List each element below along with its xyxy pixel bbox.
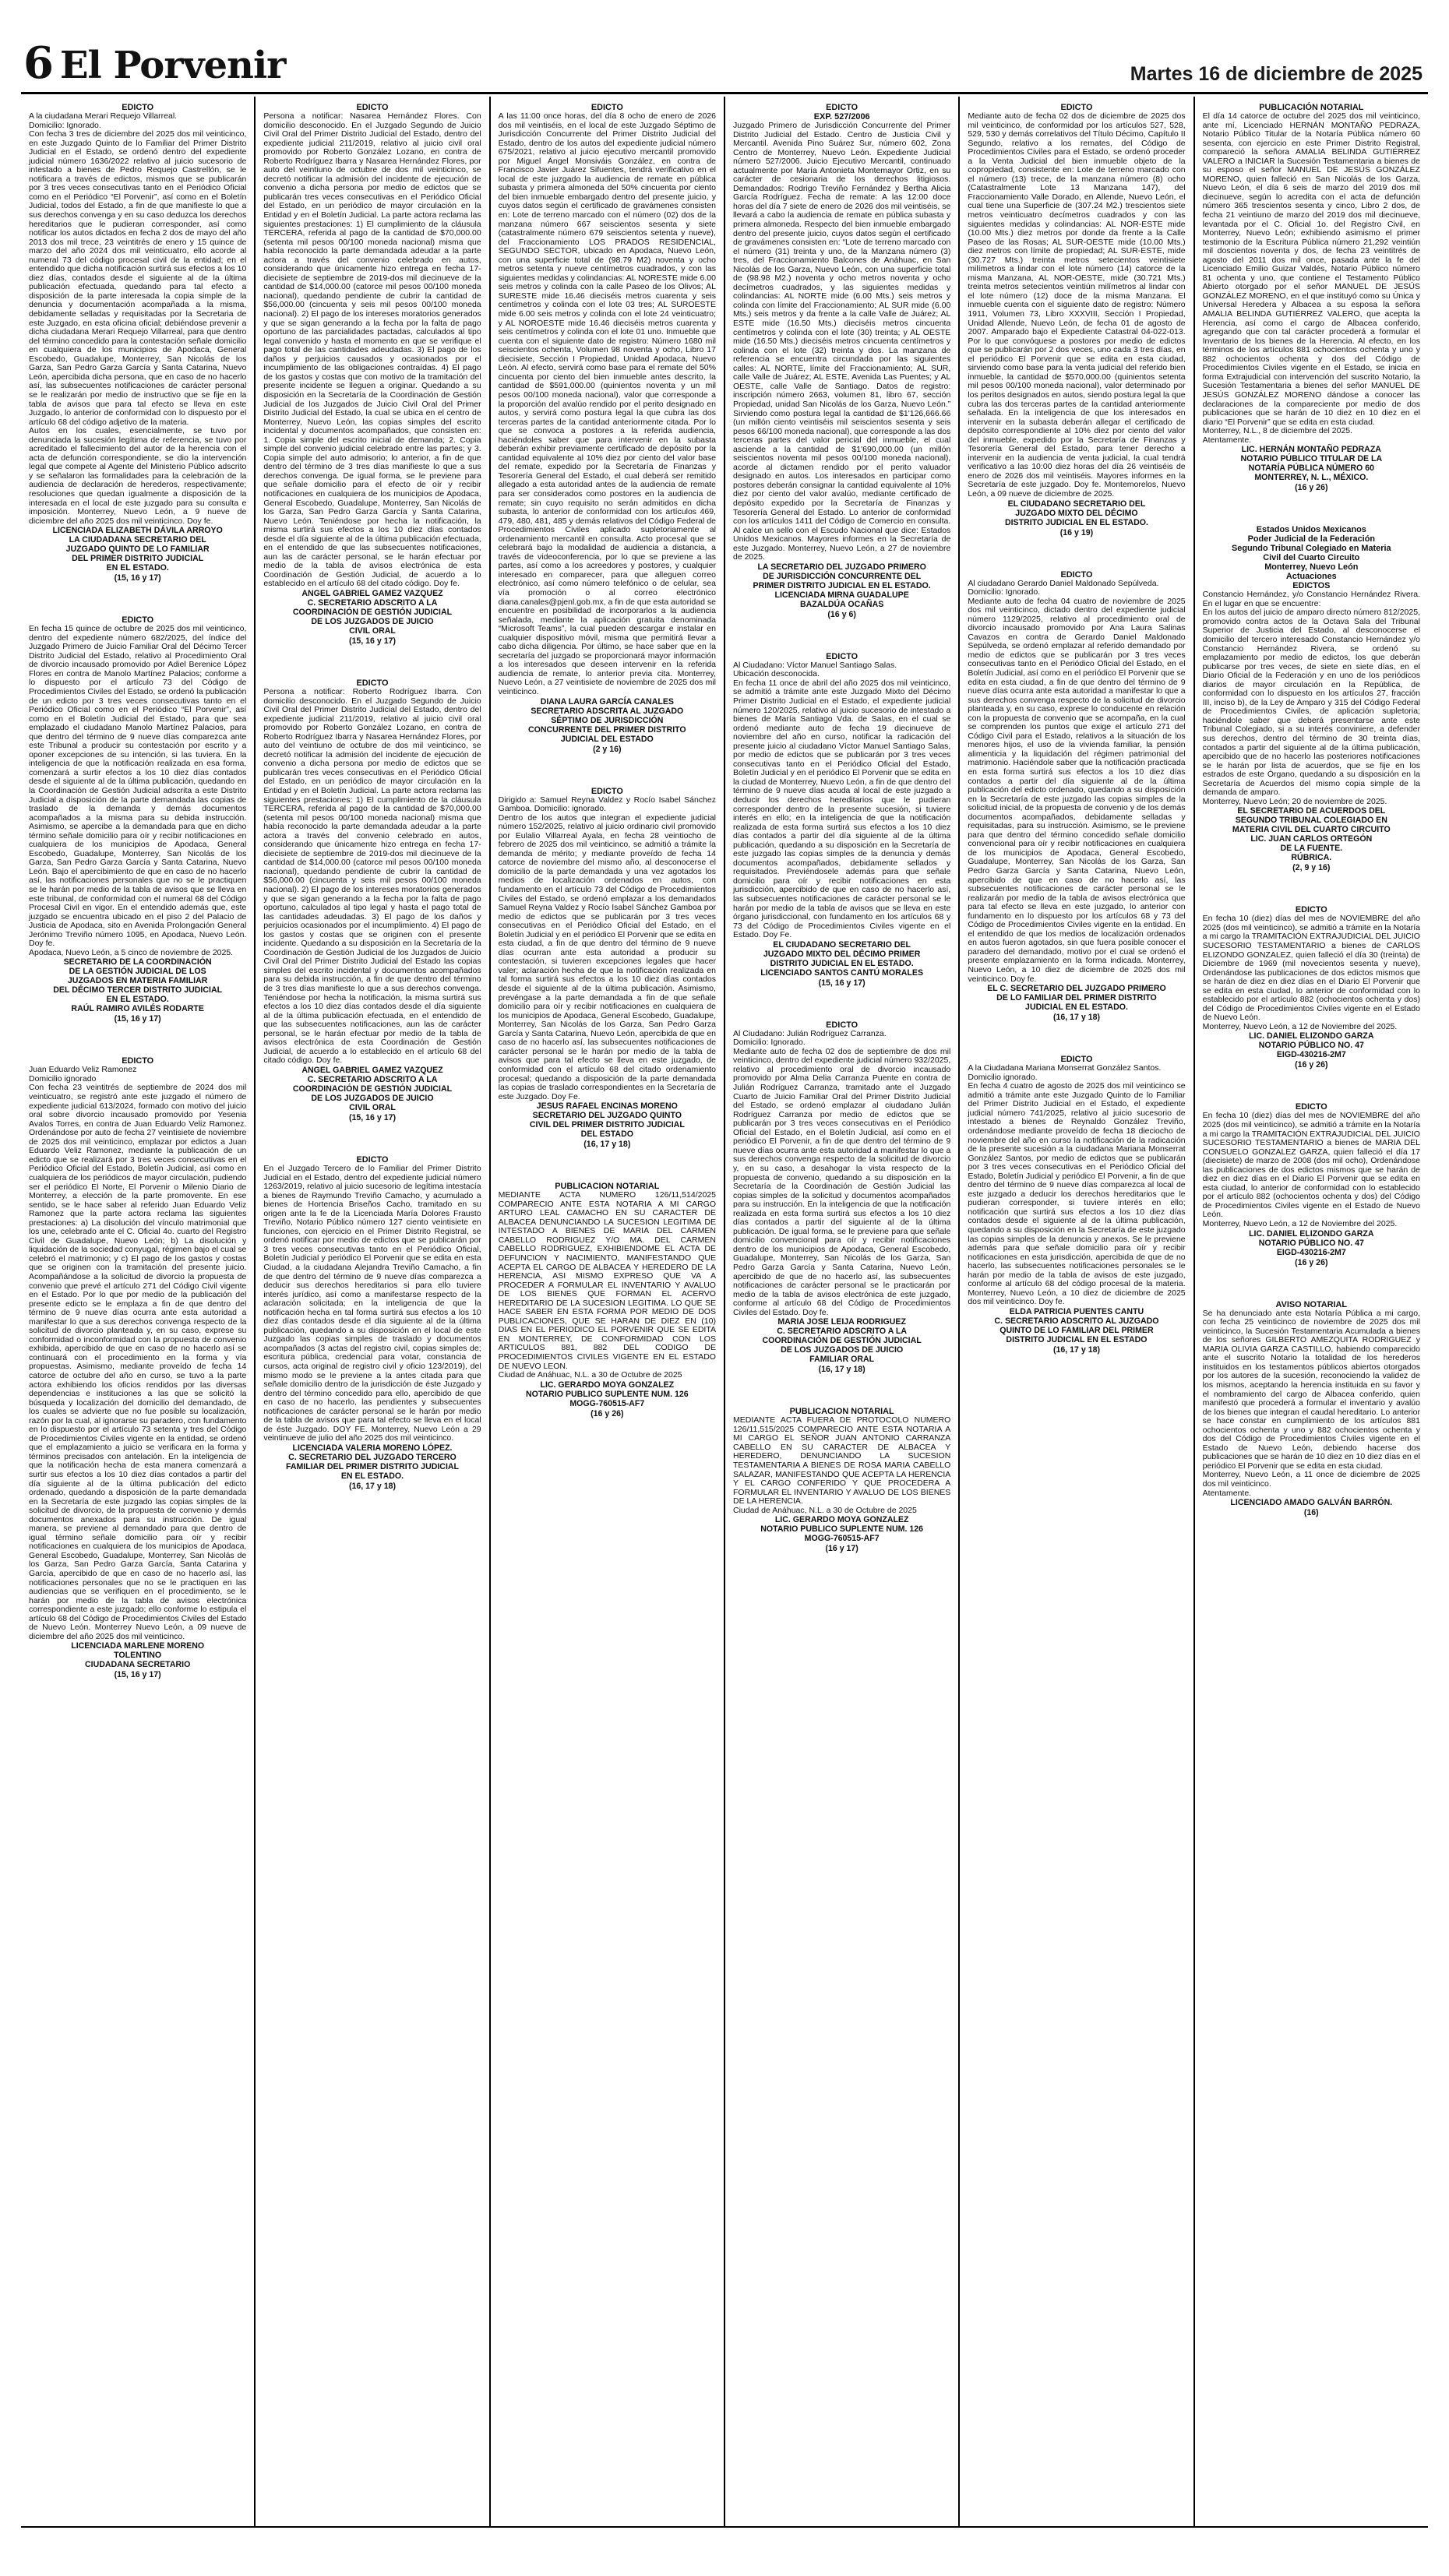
notice-paragraph: En los autos del juicio de amparo directo número 812/2025, promovido contra actos de la Octava Sala del Tribunal Superior de Justicia del Estado, al desconocerse el domicilio del tercero interesado Constancio Hernández y/o Constancio Hernández Rivera, se ordenó su emplazamiento por medio de edictos, los que deberán publicarse por tres veces, de siete en siete días, en el Diario Oficial de la Federación y en uno de los periódicos diarios de mayor circulación en la República, de conformidad con lo dispuesto en los artículos 27, fracción III, inciso b), de la Ley de Amparo y 315 del Código Federal de Procedimientos Civiles, de aplicación supletoria; haciéndole saber que deberá presentarse ante este Tribunal Colegiado, si a su interés conviniere, a defender sus derechos, dentro del término de 30 treinta días, contados a partir del siguiente al de la última publicación, apercibido que de no hacerlo las posteriores notificaciones se le harán por lista de acuerdos, que se fije en los estrados de este Órgano, quedando a su disposición en la Secretaría de Acuerdos del mismo copia simple de la demanda de amparo.	[1202, 608, 1420, 798]
notice-signature-line: MONTERREY, N. L., MÉXICO.	[1254, 473, 1369, 483]
notice-paragraph: Mediante auto de fecha 02 dos de septiembre de dos mil veinticinco, dentro del expediente judicial número 932/2025, relativo al procedimiento oral de divorcio incausado promovido por Alma Delia Carranza Puente en contra de Julián Rodríguez Carranza, tramitado ante el Juzgado Cuarto de Juicio Familiar Oral del Primer Distrito Judicial del Estado, se ordenó emplazar al ciudadano Julián Rodríguez Carranza por medio de edictos que se publicarán por 3 tres veces consecutivas en el Periódico Oficial del Estado, en el Boletín Judicial, así como en el periódico El Porvenir, a fin de que dentro del término de 9 nueve días ocurra ante esta autoridad a manifestar lo que a sus derechos convenga respecto de la solicitud de divorcio y, en su caso, a desahogar la vista respecto de la propuesta de convenio, quedando a su disposición en la Secretaría de la Coordinación de Gestión Judicial las copias simples de la solicitud y documentos acompañados para su instrucción. En la inteligencia de que la notificación realizada en esta forma surtirá sus efectos a los 10 diez días contados a partir del siguiente al de la última publicación. De igual forma, se le previene para que señale domicilio convencional para oír y recibir notificaciones dentro de los municipios de Apodaca, General Escobedo, Guadalupe, Monterrey, San Nicolás de los Garza, San Pedro Garza García y Santa Catarina, Nuevo León, apercibido de que de no hacerlo así, las subsecuentes notificaciones de carácter personal se le practicarán por medio de la tabla de avisos electrónica de este juzgado, conforme al artículo 68 del Código de Procedimientos Civiles del Estado. Doy fe.	[732, 1046, 951, 1317]
notice-paragraph: Monterrey, Nuevo León, a 12 de Noviembre del 2025.	[1202, 1021, 1398, 1031]
notice-paragraph: Atentamente.	[1202, 1488, 1252, 1498]
notice-heading: Segundo Tribunal Colegiado en Materia	[1232, 544, 1391, 554]
notice-signature-line: FAMILIAR DEL PRIMER DISTRITO JUDICIAL	[285, 1461, 460, 1471]
notice-paragraph: Mediante auto de fecha 04 cuatro de noviembre de 2025 dos mil veinticinco, dictado dentro del expediente judicial número 1129/2025, relativo al procedimiento oral de divorcio incausado promovido por Ana Laura Salinas Cavazos en contra de Gerardo Daniel Maldonado Sepúlveda, se ordenó emplazar al referido demandado por medio de edictos que se publicarán por 3 tres veces consecutivas tanto en el Periódico Oficial del Estado, en el Boletín Judicial, así como en el periódico El Porvenir que se edita en esta ciudad, a fin de que dentro del término de 9 nueve días ocurra ante esta autoridad a manifestar lo que a sus derechos convenga respecto de la solicitud de divorcio planteada y, en su caso, exprese lo conducente en relación con la propuesta de convenio que se acompaña, en la cual se comprenden los puntos que exige el artículo 271 del Código Civil para el Estado, relativos a la situación de los menores hijos, el uso de la vivienda familiar, la pensión alimenticia y la liquidación del régimen patrimonial del matrimonio. Haciéndole saber que la notificación practicada en esta forma surtirá sus efectos a los 10 diez días contados a partir del día siguiente al de la última publicación del edicto ordenado, quedando a su disposición en la Secretaría de este juzgado las copias simples de la solicitud inicial, de la propuesta de convenio y de los demás documentos acompañados, debidamente selladas y requisitadas, para su instrucción. Asimismo, se le previene para que dentro del término concedido señale domicilio convencional para oír y recibir notificaciones en cualquiera de los municipios de Apodaca, General Escobedo, Guadalupe, Monterrey, San Nicolás de los Garza, San Pedro Garza García y Santa Catarina, Nuevo León, apercibido de que en caso de no hacerlo así, las subsecuentes notificaciones de carácter personal se le realizarán por medio de la tabla de avisos electrónica que para tal efecto se lleva en este juzgado, lo anterior con fundamento en lo dispuesto por los artículos 68 y 73 del Código de Procedimientos Civiles vigente en la entidad. En el entendido de que los medios de localización ordenados en autos fueron agotados, sin que fuera posible conocer el paradero del demandado, motivo por el cual se ordenó el presente emplazamiento en la forma indicada. Monterrey, Nuevo León, a 10 diez de diciembre de 2025 dos mil veinticinco. Doy fe.	[968, 596, 1186, 984]
notice-signature-line: LIC. JUAN CARLOS ORTEGÓN	[1250, 834, 1373, 844]
notice-paragraph: Apodaca, Nuevo León, a 5 cinco de noviembre de 2025.	[29, 947, 234, 957]
notice-heading: EDICTO	[122, 103, 154, 112]
publication-dates-code: (16 y 26)	[1295, 1060, 1328, 1070]
notice-paragraph: En fecha 4 cuatro de agosto de 2025 dos mil veinticinco se admitió a trámite ante este Juzgado Quinto de lo Familiar del Primer Distrito Judicial en el Estado, el expediente judicial número 741/2025, relativo al juicio sucesorio de intestado a bienes de Reynaldo González Treviño, ordenándose mediante proveído de fecha 18 dieciocho de noviembre del año en curso la notificación de la radicación de la presente sucesión a la ciudadana Mariana Monserrat González Santos, por medio de edictos que se publicarán por 3 tres veces consecutivas en el Periódico Oficial del Estado, Boletín Judicial y periódico El Porvenir, a fin de que dentro del término de 9 nueve días comparezca al local de este juzgado a deducir los derechos hereditarios que le pudieran corresponder, si tuviere interés en ello; notificación que surtirá sus efectos a los 10 diez días contados desde el siguiente al de la última publicación, quedando a su disposición en la Secretaría de este juzgado las copias simples de la denuncia y anexos. Se le previene además para que señale domicilio para oír y recibir notificaciones en esta jurisdicción, apercibida de que de no hacerlo, las subsecuentes notificaciones personales se le harán por medio de la tabla de avisos de este juzgado, conforme al artículo 68 del código procesal de la materia. Monterrey, Nuevo León, a 10 diez de diciembre de 2025 dos mil veinticinco. Doy fe.	[968, 1081, 1186, 1307]
column-4	[724, 97, 958, 2526]
notice-paragraph: En fecha 10 (diez) días del mes de NOVIEMBRE del año 2025 (dos mil veinticinco), se admitió a trámite en la Notaría a mi cargo la TRAMITACIÓN EXTRAJUDICIAL DEL JUICIO SUCESORIO TESTAMENTARIO a bienes de CARLOS ELIZONDO GONZALEZ, quien falleció el día 30 (treinta) de Diciembre de 1969 (mil novecientos sesenta y nueve), Ordenándose las publicaciones de dos edictos mismos que se harán de diez en diez días en el Diario El Porvenir que se edita en esta ciudad, lo anterior de conformidad con lo establecido por el artículo 882 (ochocientos ochenta y dos) del Código de Procedimientos Civiles vigente en el Estado de Nuevo León.	[1202, 914, 1420, 1023]
notice-signature-line: TOLENTINO	[114, 1651, 162, 1661]
notice-heading: EDICTO	[591, 103, 623, 112]
masthead-title-group	[23, 37, 285, 89]
notice-paragraph: Monterrey, Nuevo León; 20 de noviembre de 2025.	[1202, 796, 1387, 806]
notice-columns	[21, 97, 1428, 2526]
notice-signature-line: COORDINACIÓN DE GESTIÓN JUDICIAL	[292, 1084, 453, 1094]
notice-signature-line: FAMILIAR ORAL	[809, 1355, 875, 1365]
notice-signature-line: ANGEL GABRIEL GAMEZ VAZQUEZ	[301, 1065, 443, 1075]
notice-paragraph: Dentro de los autos que integran el expediente judicial número 152/2025, relativo al juicio ordinario civil promovido por Eulalio Villarreal Ayala, en fecha 28 veintiocho de febrero de 2025 dos mil veinticinco, se admitió a trámite la demanda de mérito; y mediante proveído de fecha 14 catorce de noviembre del mismo año, al desconocerse el domicilio de la parte demandada y una vez agotados los medios de localización ordenados en autos, con fundamento en el artículo 73 del Código de Procedimientos Civiles del Estado, se ordenó emplazar a los demandados Samuel Reyna Valdez y Rocío Isabel Sánchez Gamboa por medio de edictos que se publicarán por 3 tres veces consecutivas en el Periódico Oficial del Estado, en el Boletín Judicial y en el periódico El Porvenir que se edita en esta ciudad, a fin de que dentro del término de 9 nueve días ocurran ante esta autoridad a producir su contestación, si tuvieren excepciones legales que hacer valer; aclaración hecha de que la notificación realizada en tal forma surtirá sus efectos a los 10 diez días contados desde el siguiente al de la última publicación. Asimismo, prevéngase a la parte demandada a fin de que señale domicilio para oír y recibir notificaciones en cualquiera de los municipios de Apodaca, General Escobedo, Guadalupe, Monterrey, San Nicolás de los Garza, San Pedro Garza García y Santa Catarina, Nuevo León, apercibida de que en caso de no hacerlo así, las subsecuentes notificaciones de carácter personal se le harán por medio de la tabla de avisos que para tal efecto se lleva en este juzgado, de conformidad con el artículo 68 del citado ordenamiento procesal; quedando a disposición de la parte demandada las copias de traslado correspondientes en la Secretaría de este Juzgado. Doy Fe.	[498, 812, 716, 1101]
notice-paragraph: Dirigido a: Samuel Reyna Valdez y Rocío Isabel Sánchez Gamboa. Domicilio: ignorado.	[498, 795, 716, 814]
notice-signature-line: NOTARIO PUBLICO SUPLENTE NUM. 126	[525, 1389, 689, 1399]
notice-signature-line: CIVIL ORAL	[349, 625, 396, 636]
notice-paragraph: En fecha 10 (diez) días del mes de NOVIEMBRE del año 2025 (dos mil veinticinco), se admitió a trámite en la Notaría a mi cargo la TRAMITACIÓN EXTRAJUDICIAL DEL JUICIO SUCESORIO TESTAMENTARIO a bienes de MARIA DEL CONSUELO GONZALEZ GARZA, quien falleció el día 17 (diecisiete) de marzo de 2008 (dos mil ocho), Ordenándose las publicaciones de dos edictos mismos que se harán de diez en diez días en el Diario El Porvenir que se edita en esta ciudad, lo anterior de conformidad con lo establecido por el artículo 882 (ochocientos ochenta y dos) del Código de Procedimientos Civiles vigente en el Estado de Nuevo León.	[1202, 1111, 1420, 1220]
notice-paragraph: En el Juzgado Tercero de lo Familiar del Primer Distrito Judicial en el Estado, dentro del expediente judicial número 1263/2019, relativo al juicio sucesorio de legítima intestacía a bienes de Raymundo Treviño Camacho, y acumulado a bienes de Hortencia Briseños Cacho, tramitado en su origen ante la fe de la Licenciada María Dolores Frausto Treviño, Notario Público número 127 ciento veintisiete en funciones, con ejercicio en el Primer Distrito Registral, se ordenó notificar por medio de edictos que se publicarán por 3 tres veces consecutivas tanto en el Periódico Oficial, Boletín Judicial y periódico El Porvenir que se edita en esta Ciudad, a la ciudadana Alejandra Treviño Camacho, a fin de que dentro del término de 9 nueve días comparezca a deducir sus derechos hereditarios si para ello tuviere interés jurídico, así como a manifestarse respecto de la aclaración solicitada; en la inteligencia de que la notificación hecha en tal forma surtirá sus efectos a los 10 diez días contados desde el día siguiente al de la última publicación, quedando a su disposición en el local de este Juzgado las copias simples de traslado y documentos acompañados (3 actas del registro civil, copias simples de; escritura pública, credencial para votar, constancia de cursos, acta original de registro civil y oficio 123/2019), del mismo modo se le previene a la antes citada para que señale domicilio dentro de la jurisdicción de éste Juzgado y dentro del término concedido para ello, apercibido de que en caso de no hacerlo, las pendientes y subsecuentes notificaciones de carácter personal se le harán por medio de la tabla de avisos que para tal efecto se lleva en el local de éste Juzgado. DOY FE. Monterrey, Nuevo León a 29 veintinueve de julio del año 2025 dos mil veinticinco.	[263, 1163, 481, 1443]
notice-signature-line: RÚBRICA.	[1291, 853, 1332, 863]
publication-dates-code: (16 y 26)	[1295, 483, 1328, 493]
notice-paragraph: En fecha 11 once de abril del año 2025 dos mil veinticinco, se admitió a trámite ante este Juzgado Mixto del Décimo Primer Distrito Judicial en el Estado, el expediente judicial número 120/2025, relativo al juicio sucesorio de intestado a bienes de María Santiago Vda. de Salas, en el cual se ordenó mediante auto de fecha 19 diecinueve de noviembre del año en curso, notificar la radicación del presente juicio al ciudadano Víctor Manuel Santiago Salas, por medio de edictos que se publicarán por 3 tres veces consecutivas tanto en el Periódico Oficial del Estado, Boletín Judicial y en el periódico El Porvenir que se edita en la ciudad de Monterrey, Nuevo León, a fin de que dentro del término de 9 nueve días acuda al local de este juzgado a deducir los derechos hereditarios que le pudieran corresponder dentro de la presente sucesión, si tuviere interés en ello; en la inteligencia de que la notificación realizada de esta forma surtirá sus efectos a los 10 diez días contados a partir del día siguiente al de la última publicación, quedando a su disposición en la Secretaría de este juzgado las copias simples de la denuncia y demás documentos acompañados, debidamente sellados y requisitados. Previéndosele además para que señale domicilio para oír y recibir notificaciones en esta jurisdicción, apercibido de que en caso de no hacerlo así, las subsecuentes notificaciones de carácter personal se le harán por medio de la tabla de avisos que se lleva en este órgano jurisdiccional, con fundamento en los artículos 68 y 73 del Código de Procedimientos Civiles vigente en el Estado. Doy Fe.	[732, 678, 951, 940]
notice-signature-line: DE LOS JUZGADOS DE JUICIO	[311, 1093, 434, 1103]
legal-notice	[263, 1155, 481, 1491]
notice-signature-line: DEL ESTADO	[580, 1129, 633, 1140]
publication-dates-code: (16, 17 y 18)	[1052, 1013, 1101, 1023]
notice-signature-line: DE LA GESTIÓN JUDICIAL DE LOS	[69, 967, 206, 977]
notice-heading: EDICTO	[356, 1154, 389, 1165]
notice-heading: EDICTO	[591, 786, 623, 796]
notice-signature-line: PRIMER DISTRITO JUDICIAL EN EL ESTADO.	[753, 580, 931, 590]
notice-signature-line: JUZGADO MIXTO DEL DÉCIMO	[1015, 508, 1138, 518]
notice-signature-line: DEL PRIMER DISTRITO JUDICIAL	[72, 554, 204, 564]
notice-signature-line: LICENCIADO SANTOS CANTÚ MORALES	[760, 967, 924, 978]
notice-heading: AVISO NOTARIAL	[1275, 1299, 1348, 1309]
notice-paragraph: Juzgado Primero de Jurisdicción Concurrente del Primer Distrito Judicial del Estado. Centro de Justicia Civil y Mercantil. Avenida Pino Suárez Sur, número 602, Zona Centro de Monterrey, Nuevo León. Expediente Judicial número 527/2006. Juicio Ejecutivo Mercantil, continuado actualmente por María Antonieta Montemayor Ortiz, en su carácter de cesionaria de los derechos litigiosos. Demandados: Rodrigo Treviño Fernández y Bertha Alicia García Rodríguez. Fecha de remate: A las 12:00 doce horas del día 7 siete de enero de 2026 dos mil veintiséis, se llevará a cabo la audiencia de remate en pública subasta y primera almoneda. Respecto del bien inmueble embargado dentro del presente juicio, cuyos datos según el certificado de gravámenes consisten en: “Lote de terreno marcado con el número (31) treinta y uno, de la Manzana número (3) tres, del Fraccionamiento Balcones de Anáhuac, en San Nicolás de los Garza, Nuevo León, con una superficie total de (98.98 M2.) noventa y ocho metros noventa y ocho decímetros cuadrados, y las siguientes medidas y colindancias: AL NORTE mide (6.00 Mts.) seis metros y colinda con límite del Fraccionamiento; AL SUR mide (6.00 Mts.) seis metros y da frente a la calle Valle de Juárez; AL ESTE mide (16.50 Mts.) dieciséis metros cincuenta centímetros y colinda con el lote (30) treinta; y AL OESTE mide (16.50 Mts.) dieciséis metros cincuenta centímetros y colinda con el lote (32) treinta y dos. La manzana de referencia se encuentra circundada por las siguientes calles: AL NORTE, límite del Fraccionamiento; AL SUR, calle Valle de Juárez; AL ESTE, Avenida Las Puentes; y AL OESTE, calle Valle de Santiago. Datos de registro: inscripción número 2663, volumen 81, libro 67, sección Propiedad, unidad San Nicolás de los Garza, Nuevo León.” Sirviendo como postura legal la cantidad de $1'126,666.66 (un millón ciento veintiséis mil seiscientos sesenta y seis pesos 66/100 moneda nacional), que corresponde a las dos terceras partes del valor pericial del inmueble, el cual asciende a la cantidad de $1'690,000.00 (un millón seiscientos noventa mil pesos 00/100 moneda nacional), acorde al dictamen rendido por el perito valuador designado en autos. Los interesados en participar como postores deberán consignar la cantidad equivalente al 10% diez por ciento del valor avalúo, mediante certificado de depósito expedido por la Secretaría de Finanzas y Tesorería General del Estado. Lo anterior de conformidad con los artículos 1411 del Código de Comercio en consulta. Al calce un sello con el Escudo Nacional que dice: Estados Unidos Mexicanos. Mayores informes en la Secretaría de este Juzgado. Monterrey, Nuevo León, a 27 de noviembre de 2025.	[732, 121, 951, 562]
notice-heading: EDICTO	[1060, 569, 1093, 580]
notice-heading: EDICTO	[826, 651, 858, 661]
legal-notice	[29, 103, 246, 583]
notice-signature-line: DE JURISDICCIÓN CONCURRENTE DEL	[763, 571, 922, 581]
notice-heading: EDICTO	[1295, 905, 1327, 915]
notice-paragraph: Domicilio: Ignorado.	[29, 120, 101, 130]
notice-signature-line: C. SECRETARIO DEL JUZGADO TERCERO	[288, 1452, 457, 1462]
notice-paragraph: En fecha 15 quince de octubre de 2025 dos mil veinticinco, dentro del expediente número 682/2025, del índice del Juzgado Primero de Juicio Familiar Oral del Décimo Tercer Distrito Judicial del Estado, relativo al Procedimiento Oral de divorcio incausado promovido por Adiel Berenice López Flores en contra de Manolo Martínez Palacios; conforme a lo dispuesto por el artículo 73 del Código de Procedimientos Civiles del Estado, se ordenó la publicación de un edicto por 3 tres veces consecutivas tanto en el Periódico Oficial como en el Periódico “El Porvenir”, así como en el Boletín Judicial del Estado, para que sea emplazado el ciudadano Manolo Martínez Palacios, para que dentro del término de 9 nueve días comparezca ante este Tribunal a producir su contestación por escrito y a oponer excepciones de su intención, si las tuviera. En la inteligencia de que la notificación realizada en esa forma, comenzará a surtir efectos a los 10 diez días contados desde el siguiente al de la última publicación, quedando en la Coordinación de Gestión Judicial adscrita a este Distrito Judicial a disposición de la parte demandada las copias de traslado de la demanda y demás documentos acompañados a la misma para su debida instrucción. Asimismo, se apercibe a la demandada para que en dicho término señale domicilio para oír y recibir notificaciones en cualquiera de los municipios de Apodaca, General Escobedo, Guadalupe, Monterrey, San Nicolás de los Garza, San Pedro Garza García y Santa Catarina, Nuevo León. Bajo el apercibimiento de que en caso de no hacerlo así, las notificaciones personales que no se le practiquen se le harán por medio de la tabla de avisos que se lleva en este tribunal, de conformidad con el numeral 68 del Código Procesal Civil en vigor. En el entendido además que, este juzgado se encuentra ubicado en el piso 2 del Palacio de Justicia de Apodaca, sito en Avenida Prolongación General Jerónimo Treviño número 1095, en Apodaca, Nuevo León. Doy fe.	[29, 624, 247, 949]
publication-dates-code: (15, 16 y 17)	[114, 1670, 161, 1680]
notice-signature-line: EN EL ESTADO.	[106, 563, 169, 573]
notice-signature-line: DE LOS JUZGADOS DE JUICIO	[311, 616, 434, 626]
legal-notice	[733, 103, 950, 619]
notice-signature-line: ANGEL GABRIEL GAMEZ VAZQUEZ	[301, 588, 443, 598]
notice-signature-line: ELDA PATRICIA PUENTES CANTU	[1009, 1306, 1144, 1316]
notice-signature-line: LIC. DANIEL ELIZONDO GARZA	[1249, 1228, 1374, 1239]
notice-signature-line: LICENCIADO AMADO GALVÁN BARRÓN.	[1230, 1498, 1393, 1508]
notice-signature-line: CIVIL ORAL	[349, 1102, 396, 1112]
notice-paragraph: Ciudad de Anáhuac, N.L. a 30 de Octubre de 2025	[498, 1370, 682, 1380]
notice-signature-line: CONCURRENTE DEL PRIMER DISTRITO	[527, 724, 686, 735]
notice-signature-line: EL C. SECRETARIO DEL JUZGADO PRIMERO	[987, 984, 1166, 994]
notice-paragraph: Ubicación desconocida.	[732, 669, 820, 679]
notice-signature-line: LIC. GERARDO MOYA GONZALEZ	[774, 1515, 909, 1525]
column-2	[254, 97, 488, 2526]
notice-signature-line: C. SECRETARIO ADSCRITO AL JUZGADO	[994, 1316, 1159, 1326]
legal-notice	[1203, 103, 1420, 492]
notice-signature-line: DIANA LAURA GARCÍA CANALES	[540, 696, 674, 707]
publication-dates-code: (16, 17 y 18)	[1052, 1344, 1101, 1355]
notice-signature-line: LIC. GERARDO MOYA GONZALEZ	[540, 1380, 675, 1390]
notice-signature-line: JUZGADO QUINTO DE LO FAMILIAR	[65, 544, 210, 555]
notice-signature-line: CIVIL DEL PRIMER DISTRITO JUDICIAL	[529, 1120, 685, 1130]
notice-heading: EDICTO	[826, 1020, 858, 1030]
notice-heading: EDICTO	[356, 678, 389, 688]
column-1	[21, 97, 254, 2526]
notice-signature-line: C. SECRETARIO ADSCRITO A LA	[307, 1074, 438, 1084]
newspaper-title: El Porvenir	[59, 44, 286, 87]
publication-dates-code: (15, 16 y 17)	[114, 1014, 161, 1024]
notice-paragraph: Domicilio: Ignorado.	[968, 587, 1041, 597]
notice-paragraph: Domicilio: Ignorado.	[732, 1038, 806, 1048]
notice-signature-line: DEL DÉCIMO TERCER DISTRITO JUDICIAL	[53, 985, 223, 996]
publication-dates-code: (16, 17 y 18)	[348, 1481, 397, 1491]
notice-heading: EDICTO	[356, 103, 389, 112]
notice-paragraph: Monterrey, N.L., 8 de diciembre del 2025.	[1202, 426, 1353, 436]
notice-heading: Poder Judicial de la Federación	[1247, 534, 1376, 544]
notice-heading: PUBLICACION NOTARIAL	[789, 1407, 894, 1417]
notice-paragraph: A las 11:00 once horas, del día 8 ocho de enero de 2026 dos mil veintiséis, en el local de este Juzgado Séptimo de Jurisdicción Concurrente del Primer Distrito Judicial del Estado, dentro de los autos del expediente judicial número 675/2021, relativo al juicio ejecutivo mercantil promovido por Miguel Ángel Monsiváis González, en contra de Francisco Javier Juárez Sifuentes, tendrá verificativo en el local de este juzgado la audiencia de remate en pública subasta y primera almoneda del 50% cincuenta por ciento del bien inmueble embargado dentro del presente juicio, y cuyos datos según el certificado de gravámenes consisten en: Lote de terreno marcado con el número (02) dos de la manzana número 667 seiscientos sesenta y siete (catastralmente número 679 seiscientos setenta y nueve), del Fraccionamiento LOS PRADOS RESIDENCIAL, SEGUNDO SECTOR, ubicado en Apodaca, Nuevo León, con una superficie total de (98.79 M2) noventa y ocho metros setenta y nueve centímetros cuadrados, y con las siguientes medidas y colindancias: AL NORESTE mide 6.00 seis metros y colinda con la calle Paseo de los Olivos; AL SURESTE mide 16.46 dieciséis metros cuarenta y seis centímetros y colinda con el lote 03 tres; AL SUROESTE mide 6.00 seis metros y colinda con el lote 24 veinticuatro; y AL NOROESTE mide 16.46 dieciséis metros cuarenta y seis centímetros y colinda con el lote 01 uno. Inmueble que cuenta con el siguiente dato de registro: Número 1680 mil seiscientos ochenta, Volumen 98 noventa y ocho, Libro 17 diecisiete, Sección I Propiedad, Unidad Apodaca, Nuevo León. Al efecto, servirá como base para el remate del 50% cincuenta por ciento del bien inmueble antes descrito, la cantidad de $591,000.00 (quinientos noventa y un mil pesos 00/100 moneda nacional), valor que corresponde a la proporción del avalúo rendido por el perito designado en autos, y servirá como postura legal la que cubra las dos terceras partes de la cantidad anteriormente citada. Por lo que se convoca a postores a la referida audiencia, haciéndoles saber que para intervenir en la subasta deberán exhibir previamente certificado de depósito por la cantidad equivalente al 10% diez por ciento del valor base del remate, expedido por la Secretaría de Finanzas y Tesorería General del Estado, el cual deberá ser remitido allegado a esta autoridad antes de la audiencia de remate para ser considerados como postores en la audiencia de remate; sin cuyo requisito no serán admitidos en dicha subasta, lo anterior de conformidad con los artículos 469, 479, 480, 481, 485 y demás relativos del Código Federal de Procedimientos Civiles aplicado supletoriamente al ordenamiento mercantil en consulta. Acto procesal que se celebrará bajo la modalidad de audiencia a distancia, a través de videoconferencia, por lo que se previene a las partes, así como a los acreedores y postores, y cualquier interesado en comparecer, para que alleguen correo electrónico, así como número telefónico o de celular, sea vía promoción o al correo electrónico diana.canales@pjenl.gob.mx, a fin de que esta autoridad se encuentre en posibilidad de incorporarlos a la audiencia señalada, mediante la aplicación gratuita denominada “Microsoft Teams”, la cual pueden descargar e instalar en cualquier dispositivo móvil, misma que permitirá llevar a cabo dicha diligencia. Por último, se hace saber que en la secretaría del juzgado se proporcionará mayor información a los interesados que deseen intervenir en la referida audiencia de remate, lo anterior previa cita. Monterrey, Nuevo León, a 27 veintisiete de noviembre de 2025 dos mil veinticinco.	[498, 111, 716, 696]
notice-heading: PUBLICACIÓN NOTARIAL	[1259, 103, 1364, 112]
notice-paragraph: Al Ciudadano: Julián Rodríguez Carranza.	[732, 1028, 887, 1038]
notice-signature-line: MATERIA CIVIL DEL CUARTO CIRCUITO	[1232, 825, 1391, 835]
notice-signature-line: NOTARIO PÚBLICO TITULAR DE LA	[1240, 454, 1383, 464]
notice-heading: Actuaciones	[1285, 572, 1337, 582]
notice-heading: EDICTO	[826, 103, 858, 112]
publication-dates-code: (16 y 6)	[827, 609, 856, 619]
publication-dates-code: (2 y 16)	[593, 744, 622, 754]
notice-signature-line: EL SECRETARIO DE ACUERDOS DEL	[1237, 806, 1386, 816]
notice-signature-line: LA SECRETARIO DEL JUZGADO PRIMERO	[757, 562, 926, 572]
legal-notice	[968, 570, 1185, 1023]
notice-heading: EXP. 527/2006	[813, 112, 870, 122]
publication-dates-code: (16 y 26)	[1295, 1257, 1328, 1267]
notice-signature-line: QUINTO DE LO FAMILIAR DEL PRIMER	[999, 1325, 1154, 1335]
notice-paragraph: Constancio Hernández, y/o Constancio Hernández Rivera. En el lugar en que se encuentre:	[1202, 590, 1420, 608]
notice-signature-line: LA CIUDADANA SECRETARIO DEL	[69, 535, 206, 545]
legal-notice	[1203, 1300, 1420, 1517]
notice-signature-line: RAÚL RAMIRO AVILÉS RODARTE	[71, 1004, 204, 1014]
notice-signature-line: NOTARIO PUBLICO SUPLENTE NUM. 126	[760, 1524, 924, 1535]
notice-heading: Monterrey, Nuevo León	[1264, 562, 1359, 573]
notice-paragraph: Autos en los cuales, esencialmente, se tuvo por denunciada la sucesión legítima de referencia, se tuvo por acreditado el fallecimiento del autor de la herencia con el acta de defunción correspondiente, se dio la intervención legal que compete al Agente del Ministerio Público adscrito y se señalaron las formalidades para la celebración de la audiencia de declaración de herederos, respectivamente; resoluciones que quedan igualmente a disposición de la interesada en el local de este juzgado para su consulta e imposición. Monterrey, Nuevo León, a 9 nueve de diciembre del año 2025 dos mil veinticinco. Doy fe.	[29, 426, 247, 526]
notice-signature-line: JUZGADOS EN MATERIA FAMILIAR	[67, 976, 208, 986]
notice-paragraph: Al ciudadano Gerardo Daniel Maldonado Sepúlveda.	[968, 578, 1159, 588]
notice-heading: EDICTO	[122, 1056, 154, 1066]
notice-paragraph: Domicilio ignorado	[29, 1073, 97, 1084]
notice-paragraph: Persona a notificar: Nasarea Hernández Flores. Con domicilio desconocido. En el Juzgado Segundo de Juicio Civil Oral del Primer Distrito Judicial del Estado, dentro del expediente judicial 211/2019, relativo al juicio civil oral promovido por Roberto González Lozano, en contra de Roberto Rodríguez Ibarra y Nasarea Hernández Flores, por auto del veintiuno de octubre de dos mil veinticinco, se decretó notificar la admisión del incidente de ejecución de convenio a dicha persona por medio de edictos que se publicarán tres veces consecutivas en el Periódico Oficial del Estado, en un periódico de mayor circulación en la Entidad y en el Boletín Judicial. La parte actora reclama las siguientes prestaciones: 1) El cumplimiento de la cláusula TERCERA, referida al pago de la cantidad de $70,000.00 (setenta mil pesos 00/100 moneda nacional) misma que había reconocido la parte demandada adeudar a la parte actora a través del convenio celebrado en autos, considerando que únicamente hizo entrega en fecha 17-diecisiete de septiembre de 2019-dos mil diecinueve de la cantidad de $14,000.00 (catorce mil pesos 00/100 moneda nacional), quedando pendiente de cubrir la cantidad de $56,000.00 (cincuenta y seis mil pesos 00/100 moneda nacional). 2) El pago de los intereses moratorios generados y que se sigan generando a la fecha por la falta de pago oportuno de las parcialidades pactadas, calculados al tipo legal convenido y hasta el momento en que se verifique el pago total de las cantidades adeudadas. 3) El pago de los daños y perjuicios causados y ocasionados por el incumplimiento de las obligaciones contraídas. 4) El pago de los gastos y costas que con motivo de la tramitación del presente incidente se lleguen a originar. Quedando a su disposición en la Secretaría de la Coordinación de Gestión Judicial de los Juzgados de Juicio Civil Oral del Primer Distrito Judicial del Estado, la cual se ubica en el centro de Monterrey, Nuevo León, las copias simples del escrito incidental y documentos acompañados, que consisten en: 1. Copia simple del escrito inicial de demanda; 2. Copia simple del convenio judicial celebrado entre las partes; y 3. Copia simple del auto admisorio; lo anterior, a fin de que dentro del término de 3 tres días manifieste lo que a sus derechos convenga. De igual forma, se le previene para que señale domicilio para el efecto de oír y recibir notificaciones en cualquiera de los municipios de Apodaca, General Escobedo, Guadalupe, Monterrey, San Nicolás de los Garza, San Pedro Garza García y Santa Catarina, Nuevo León. Teniéndose por hecha la notificación, la misma surtirá sus efectos a los 10 diez días contados desde el día siguiente al de la última publicación efectuada, en el entendido de que las subsecuentes notificaciones, aun las de carácter personal, se le harán efectuar por medio de la tabla de avisos electrónica de esta Coordinación de Gestión Judicial, de acuerdo a lo establecido en el artículo 68 del citado código. Doy fe.	[263, 111, 481, 589]
bottom-rule	[21, 2526, 1428, 2528]
notice-heading: EDICTO	[1060, 1055, 1093, 1065]
notice-signature-line: LICENCIADA VALERIA MORENO LÓPEZ.	[292, 1443, 453, 1453]
legal-notice	[499, 787, 716, 1150]
notice-signature-line: DISTRITO JUDICIAL EN EL ESTADO	[1006, 1334, 1148, 1344]
column-6	[1193, 97, 1428, 2526]
notice-signature-line: SECRETARIO DEL JUZGADO QUINTO	[532, 1111, 682, 1121]
legal-notice	[1203, 525, 1420, 872]
notice-heading: EDICTOS	[1292, 581, 1331, 591]
notice-signature-line: MOGG-760515-AF7	[569, 1398, 645, 1408]
legal-notice	[499, 103, 716, 754]
notice-signature-line: DISTRITO JUDICIAL EN EL ESTADO.	[1004, 517, 1148, 527]
notice-paragraph: El día 14 catorce de octubre del 2025 dos mil veinticinco, ante mí, Licenciado HERNÁN MONTAÑO PEDRAZA, Notario Público Titular de la Notaría Pública número 60 sesenta, con ejercicio en este Primer Distrito Registral, compareció la señora AMALIA BELINDA GUTIÉRREZ VALERO a INICIAR la Sucesión Testamentaria a bienes de su esposo el señor MANUEL DE JESÚS GONZÁLEZ MORENO, quien falleció en San Nicolás de los Garza, Nuevo León, el día 6 seis de marzo del 2019 dos mil diecinueve, según lo acredita con el acta de defunción número 365 trescientos sesenta y cinco, Libro 2 dos, de fecha 21 veintiuno de marzo del 2019 dos mil diecinueve, levantada por el C. Oficial 1o. del Registro Civil, en Monterrey, Nuevo León; exhibiendo asimismo el primer testimonio de la Escritura Pública número 21,292 veintiún mil doscientos noventa y dos, de fecha 23 veintitrés de agosto del 2011 dos mil once, pasada ante la fe del Licenciado Emilio Guizar Valdés, Notario Público número 81 ochenta y uno, que contiene el Testamento Público Abierto otorgado por el señor MANUEL DE JESÚS GONZÁLEZ MORENO, en el que instituyó como su Única y Universal Heredera y Albacea a su esposa la señora AMALIA BELINDA GUTIÉRREZ VALERO, que acepta la Herencia, así como el cargo de Albacea conferido, agregando que con tal carácter procederá a formular el Inventario de los bienes de la Herencia. Al efecto, en los términos de los artículos 881 ochocientos ochenta y uno y 882 ochocientos ochenta y dos del Código de Procedimientos Civiles vigente en el Estado, se inicia en forma Extrajudicial con intervención del suscrito Notario, la Sucesión Testamentaria a bienes del señor MANUEL DE JESÚS GONZÁLEZ MORENO dándose a conocer las declaraciones de la compareciente por medio de dos publicaciones que se harán de 10 diez en 10 diez en el diario “El Porvenir” que se edita en esta ciudad.	[1202, 111, 1420, 427]
notice-signature-line: NOTARÍA PÚBLICA NÚMERO 60	[1248, 463, 1375, 474]
notice-signature-line: LICENCIADA MIRNA GUADALUPE	[774, 590, 909, 600]
publication-dates-code: (16 y 26)	[591, 1408, 624, 1418]
notice-heading: Estados Unidos Mexicanos	[1256, 525, 1366, 535]
notice-signature-line: JUZGADO MIXTO DEL DÉCIMO PRIMER	[763, 949, 921, 959]
notice-paragraph: Con fecha 23 veintitrés de septiembre de 2024 dos mil veinticuatro, se registró ante este juzgado el número de expediente judicial 613/2024, formado con motivo del juicio oral sobre divorcio incausado promovido por Yesenia Avalos Torres, en contra de Juan Eduardo Veliz Ramonez. Ordenándose por auto de fecha 27 veintisiete de noviembre de 2025 dos mil veinticinco, emplazar por edictos a Juan Eduardo Veliz Ramonez, mediante la publicación de un edicto que se realizará por 3 tres veces consecutivas en el Periódico Oficial del Estado, Boletín Judicial, así como en cualquiera de los periódicos de mayor circulación, pudiendo ser el periódico El Norte, El Porvenir o Milenio Diario de Monterrey, a elección de la parte promovente. En ese sentido, se le hace saber al referido Juan Eduardo Veliz Ramonez que la parte actora reclama las siguientes prestaciones: a) La disolución del vínculo matrimonial que los une, celebrado ante el C. Oficial 4o. cuarto del Registro Civil de Guadalupe, Nuevo León; b) La disolución y liquidación de la sociedad conyugal, régimen bajo el cual se celebró el matrimonio; y c) El pago de los gastos y costas que se originen con la tramitación del presente juicio. Acompañándose a la solicitud de divorcio la propuesta de convenio que prevé el artículo 271 del Código Civil vigente en el Estado. Por lo que por medio de la publicación del presente edicto se le emplaza a fin de que dentro del término de 9 nueve días ocurra ante esta autoridad a manifestar lo que a sus derechos convenga respecto de la solicitud de divorcio planteada y, en su caso, exprese su conformidad o inconformidad con la propuesta de convenio exhibida, apercibido de que en caso de no hacerlo así se continuará con el procedimiento en la forma y vía propuestas. Asimismo, mediante proveído de fecha 14 catorce de octubre del año en curso, se tuvo a la parte actora exhibiendo los oficios rendidos por las diversas dependencias e instituciones a las que se solicitó la búsqueda y localización del domicilio del demandado, de los cuales se advierte que no fue posible su localización, razón por la cual, al ignorarse su paradero, con fundamento en lo dispuesto por el artículo 73 setenta y tres del Código de Procedimientos Civiles vigente en la entidad, se ordenó que el emplazamiento a juicio se verificara en la forma y términos precisados con antelación. En la inteligencia de que la notificación hecha de esta manera comenzará a surtir sus efectos a los 10 diez días contados a partir del día siguiente al de la última publicación del edicto ordenado, quedando a disposición de la parte demandada en la Secretaría de este juzgado las copias simples de la solicitud de divorcio, de la propuesta de convenio y demás documentos anexados para su instrucción. De igual manera, se previene al demandado para que dentro de igual término señale domicilio para oír y recibir notificaciones en cualquiera de los municipios de Apodaca, General Escobedo, Guadalupe, Monterrey, San Nicolás de los Garza, San Pedro Garza García, Santa Catarina y García, apercibido de que en caso de no hacerlo así, las notificaciones personales que no se le practiquen en las audiencias que se verifiquen en el procedimiento, se le harán por medio de la tabla de avisos electrónica correspondiente a este juzgado; ello conforme lo estipula el artículo 68 del Código de Procedimientos Civiles del Estado de Nuevo León. Monterrey Nuevo León, a 09 nueve de diciembre del año 2025 dos mil veinticinco.	[29, 1083, 247, 1641]
masthead	[23, 23, 1426, 89]
publication-dates-code: (16 y 19)	[1059, 527, 1094, 537]
legal-notice	[733, 1407, 950, 1553]
notice-signature-line: DE LOS JUZGADOS DE JUICIO	[781, 1345, 904, 1355]
legal-notice	[29, 615, 246, 1024]
notice-signature-line: EIGD-430216-2M7	[1276, 1247, 1346, 1257]
notice-paragraph: MEDIANTE ACTA NUMERO 126/11,514/2025 COMPARECIO ANTE ESTA NOTARIA A MI CARGO ARTURO LEAL CAMACHO EN SU CARACTER DE ALBACEA DENUNCIANDO LA SUCESION LEGITIMA DE INTESTADO A BIENES DE MARIA DEL CARMEN CABELLO RODRIGUEZ Y/O MA. DEL CARMEN CABELLO RODRIGUEZ, EXHIBIENDOME EL ACTA DE DEFUNCION Y NACIMIENTO, MANIFESTANDO QUE ACEPTA EL CARGO DE ALBACEA Y HEREDERO DE LA HERENCIA, ASI MISMO EXPRESO QUE VA A PROCEDER A FORMULAR EL INVENTARIO Y AVALUO DE LOS BIENES QUE FORMAN EL ACERVO HEREDITARIO DE LA SUCESION LEGITIMA. LO QUE SE HACE SABER EN ESTA FORMA POR MEDIO DE DOS PUBLICACIONES, QUE SE HARAN DE DIEZ EN (10) DIAS EN EL PERIODICO EL PORVENIR QUE SE EDITA EN MONTERREY, DE CONFORMIDAD CON LOS ARTICULOS 881, 882 DEL CODIGO DE PROCEDIMIENTOS CIVILES VIGENTE EN EL ESTADO DE NUEVO LEON.	[498, 1190, 716, 1371]
notice-paragraph: Persona a notificar: Roberto Rodríguez Ibarra. Con domicilio desconocido. En el Juzgado Segundo de Juicio Civil Oral del Primer Distrito Judicial del Estado, dentro del expediente judicial 211/2019, relativo al juicio civil oral promovido por Roberto González Lozano, en contra de Roberto Rodríguez Ibarra y Nasarea Hernández Flores, por auto del veintiuno de octubre de dos mil veinticinco, se decretó notificar la admisión del incidente de ejecución de convenio a dicha persona por medio de edictos que se publicarán tres veces consecutivas en el Periódico Oficial del Estado, en un periódico de mayor circulación en la Entidad y en el Boletín Judicial. La parte actora reclama las siguientes prestaciones: 1) El cumplimiento de la cláusula TERCERA, referida al pago de la cantidad de $70,000.00 (setenta mil pesos 00/100 moneda nacional) misma que había reconocido la parte demandada adeudar a la parte actora a través del convenio celebrado en autos, considerando que únicamente hizo entrega en fecha 17-diecisiete de septiembre de 2019-dos mil diecinueve de la cantidad de $14,000.00 (catorce mil pesos 00/100 moneda nacional), quedando pendiente de cubrir la cantidad de $56,000.00 (cincuenta y seis mil pesos 00/100 moneda nacional). 2) El pago de los intereses moratorios generados y que se sigan generando a la fecha por la falta de pago oportuno, calculados al tipo legal y hasta el pago total de las cantidades adeudadas. 3) El pago de los daños y perjuicios ocasionados por el incumplimiento. 4) El pago de los gastos y costas que se originen con el presente incidente. Quedando a su disposición en la Secretaría de la Coordinación de Gestión Judicial de los Juzgados de Juicio Civil Oral del Primer Distrito Judicial del Estado las copias simples del escrito incidental y documentos acompañados para su debida instrucción, a fin de que dentro del término de 3 tres días manifieste lo que a sus derechos convenga. Teniéndose por hecha la notificación, la misma surtirá sus efectos a los 10 diez días contados desde el día siguiente al de la última publicación efectuada, en el entendido de que las subsecuentes notificaciones, aun las de carácter personal, se le harán efectuar por medio de la tabla de avisos electrónica de esta Coordinación de Gestión Judicial, de acuerdo a lo establecido en el artículo 68 del citado código. Doy fe.	[263, 686, 481, 1066]
notice-signature-line: SÉPTIMO DE JURISDICCIÓN	[551, 715, 664, 725]
notice-signature-line: JUDICIAL EN EL ESTADO.	[1025, 1003, 1128, 1013]
legal-notice	[1203, 1102, 1420, 1267]
notice-signature-line: EIGD-430216-2M7	[1276, 1050, 1346, 1060]
notice-signature-line: EL CIUDADANO SECRETARIO DEL	[1007, 499, 1146, 509]
notice-signature-line: LIC. HERNÁN MONTAÑO PEDRAZA	[1241, 445, 1381, 455]
notice-paragraph: Monterrey, Nuevo León, a 12 de Noviembre del 2025.	[1202, 1219, 1398, 1229]
masthead-rule	[21, 92, 1428, 94]
legal-notice	[968, 103, 1185, 537]
notice-paragraph: A la ciudadana Merari Requejo Villarreal.	[29, 111, 178, 121]
notice-signature-line: C. SECRETARIO ADSCRITO A LA	[777, 1327, 908, 1337]
notice-signature-line: LIC. DANIEL ELIZONDO GARZA	[1249, 1031, 1374, 1041]
notice-signature-line: COORDINACIÓN DE GESTIÓN JUDICIAL	[292, 607, 453, 617]
notice-heading: EDICTO	[122, 615, 154, 625]
notice-heading: Civil del Cuarto Circuito	[1263, 553, 1360, 563]
publication-dates-code: (15, 16 y 17)	[114, 573, 161, 583]
legal-notice	[499, 1182, 716, 1418]
legal-notice	[29, 1056, 246, 1679]
publication-dates-code: (16)	[1303, 1508, 1319, 1518]
notice-signature-line: JESUS RAFAEL ENCINAS MORENO	[536, 1101, 678, 1112]
notice-paragraph: Se ha denunciado ante esta Notaría Pública a mi cargo, con fecha 25 veinticinco de noviembre de 2025 dos mil veinticinco, la Sucesión Testamentaria Acumulada a bienes de los señores GILBERTO AMEZQUITA RODRIGUEZ y MARIA OLIVIA GARZA CASTILLO, habiendo comparecido ante el suscrito Notario la totalidad de los herederos instituidos en los testamentos públicos abiertos otorgados por los autores de la sucesión, reconociendo la validez de los mismos, aceptando la herencia instituida en su favor y el nombramiento del cargo de Albacea conferido, quien manifestó que procederá a formular el inventario y avalúo de los bienes que integran el caudal hereditario. Lo anterior se hace constar en cumplimiento de los artículos 881 ochocientos ochenta y uno y 882 ochocientos ochenta y dos del Código de Procedimientos Civiles vigente en el Estado de Nuevo León, debiendo hacerse dos publicaciones que se harán de 10 diez en 10 diez días en el periódico El Porvenir que se edita en esta ciudad.	[1202, 1308, 1420, 1471]
notice-paragraph: Atentamente.	[1202, 435, 1252, 445]
notice-signature-line: LICENCIADA ELIZABETH DÁVILA ARROYO	[52, 526, 223, 536]
notice-paragraph: Con fecha 3 tres de diciembre del 2025 dos mil veinticinco, en este Juzgado Quinto de lo Familiar del Primer Distrito Judicial en el Estado, se ordenó dentro del expediente judicial número 1636/2022 relativo al juicio sucesorio de intestado a bienes de Pedro Requejo Castrellón, se le notificara a través de edictos, mismos que se publicarán por 3 tres veces consecutivas tanto en el Periódico Oficial como en el Periódico “El Porvenir”, así como en el Boletín Judicial, todos del Estado, a fin de que manifieste lo que a sus derechos convenga y en su caso deduzca los derechos hereditarios que le pudieran corresponder, así como notificar los autos dictados en fecha 2 dos de mayo del año 2013 dos mil trece, 23 veintitrés de enero y 15 quince de marzo del año 2024 dos mil veinticuatro, ello acorde al numeral 73 del código procesal civil de la entidad; en el entendido que dicha notificación surtirá sus efectos a los 10 diez días, contados desde el siguiente al de la última publicación efectuada, quedando para tal efecto a disposición de la parte interesada la copia simple de la denuncia y documentación acompañada a la misma, debidamente selladas y requisitadas por la Secretaria de este Juzgado, en esta oficina oficial; debiéndose prevenir a dicha ciudadana Merari Requejo Villarreal, para que dentro del término concedido para la contestación señale domicilio en cualquiera de los municipios de Apodaca, General Escobedo, Guadalupe, Monterrey, San Nicolás de los Garza, San Pedro Garza García y Santa Catarina, Nuevo León, apercibida dicha persona, que en caso de no hacerlo así, las subsecuentes notificaciones de carácter personal se le realizarán por medio de instructivo que se fije en la tabla de avisos que para tal efecto se lleva en este Juzgado, lo anterior de conformidad con lo dispuesto por el artículo 68 del código adjetivo de la materia.	[29, 129, 247, 427]
notice-paragraph: Monterrey, Nuevo León, a 11 once de diciembre de 2025 dos mil veinticinco.	[1202, 1470, 1420, 1489]
publication-dates-code: (15, 16 y 17)	[818, 978, 866, 988]
notice-signature-line: DE LO FAMILIAR DEL PRIMER DISTRITO	[996, 993, 1157, 1003]
publication-dates-code: (15, 16 y 17)	[348, 636, 397, 646]
notice-heading: EDICTO	[1295, 1102, 1327, 1112]
legal-notice	[263, 678, 481, 1122]
notice-signature-line: LICENCIADA MARLENE MORENO	[71, 1641, 205, 1651]
column-5	[958, 97, 1193, 2526]
page-number: 6	[23, 37, 52, 89]
issue-date: Martes 16 de diciembre de 2025	[1130, 63, 1423, 85]
notice-signature-line: MARIA JOSE LEIJA RODRIGUEZ	[777, 1317, 906, 1327]
notice-signature-line: SEGUNDO TRIBUNAL COLEGIADO EN	[1235, 816, 1387, 826]
publication-dates-code: (16, 17 y 18)	[818, 1365, 866, 1375]
notice-signature-line: NOTARIO PÚBLICO NO. 47	[1258, 1238, 1364, 1248]
legal-notice	[968, 1055, 1185, 1355]
legal-notice	[263, 103, 481, 646]
publication-dates-code: (2, 9 y 16)	[1292, 863, 1331, 873]
legal-notice	[733, 652, 950, 988]
notice-signature-line: EN EL ESTADO.	[340, 1471, 404, 1481]
notice-paragraph: Al Ciudadano: Víctor Manuel Santiago Salas.	[732, 660, 897, 670]
notice-heading: EDICTO	[1060, 103, 1093, 112]
publication-dates-code: (15, 16 y 17)	[348, 1112, 397, 1122]
legal-notice	[733, 1020, 950, 1375]
legal-notice	[1203, 905, 1420, 1070]
notice-signature-line: SECRETARIO DE LA COORDINACIÓN	[63, 957, 212, 967]
notice-signature-line: JUDICIAL DEL ESTADO	[560, 734, 654, 744]
notice-signature-line: DE LA FUENTE.	[1280, 844, 1343, 854]
notice-signature-line: CIUDADANA SECRETARIO	[84, 1660, 191, 1670]
notice-heading: PUBLICACION NOTARIAL	[555, 1182, 660, 1192]
notice-signature-line: MOGG-760515-AF7	[804, 1534, 880, 1544]
publication-dates-code: (16, 17 y 18)	[583, 1140, 631, 1150]
notice-paragraph: A la Ciudadana Mariana Monserrat González Santos.	[968, 1063, 1162, 1073]
notice-paragraph: MEDIANTE ACTA FUERA DE PROTOCOLO NUMERO 126/11,515/2025 COMPARECIO ANTE ESTA NOTARIA A MI CARGO EL SEÑOR JUAN ANTONIO CARRANZA CABELLO EN SU CARACTER DE ALBACEA Y HEREDERO, DENUNCIANDO LA SUCESION TESTAMENTARIA A BIENES DE ROSA MARIA CABELLO SALAZAR, MANIFESTANDO QUE ACEPTA LA HERENCIA Y EL CARGO CONFERIDO Y QUE PROCEDERA A FORMULAR EL INVENTARIO Y AVALUO DE LOS BIENES DE LA HERENCIA.	[732, 1415, 951, 1506]
notice-signature-line: EN EL ESTADO.	[106, 995, 169, 1005]
publication-dates-code: (16 y 17)	[825, 1544, 858, 1554]
notice-paragraph: Mediante auto de fecha 02 dos de diciembre de 2025 dos mil veinticinco, de conformidad por los artículos 527, 528, 529, 530 y demás correlativos del Título Décimo, Capítulo II Segundo, relativo a los remates, del Código de Procedimientos Civiles para el Estado, se ordenó proceder a la Venta Judicial del bien inmueble objeto de la copropiedad, consistente en: Lote de terreno marcado con el número (13) trece, de la manzana número (8) ocho (Catastralmente Lote 13 Manzana 147), del Fraccionamiento Valle Dorado, en Allende, Nuevo León, el cual tiene una Superficie de (307.24 M2.) trescientos siete metros veinticuatro decímetros cuadrados y con las siguientes medidas y colindancias: AL NOR-ESTE mide (10.00 Mts.) diez metros por donde da frente a la Calle Paseo de las Rosas; AL SUR-OESTE mide (10.00 Mts.) diez metros con límite de propiedad; AL SUR-ESTE, mide (30.727 Mts.) treinta metros setecientos veintisiete milímetros a lindar con el lote número (14) catorce de la misma Manzana, AL NOR-OESTE, mide (30.721 Mts.) treinta metros setecientos veintiún milímetros al lindar con el lote número (12) doce de la misma Manzana. El inmueble cuenta con el siguiente dato de registro: Número 1911, Volumen 73, Libro XXXVIII, Sección I Propiedad, Unidad Allende, Nuevo León, de fecha 01 de agosto de 2007. Amparado bajo el Expediente Catastral 04-022-013. Por lo que convóquese a postores por medio de edictos que se publicarán por 2 dos veces, uno cada 3 tres días, en el periódico El Porvenir que se edita en esta ciudad, sirviendo como base para la venta judicial del referido bien inmueble, la cantidad de $570,000.00 (quinientos setenta mil pesos 00/100 moneda nacional), valor determinado por los peritos designados en autos, siendo postura legal la que cubra las dos terceras partes de la cantidad anteriormente señalada. En la inteligencia de que los interesados en intervenir en la subasta deberán allegar el certificado de depósito correspondiente al 10% diez por ciento del valor del inmueble, expedido por la Secretaría de Finanzas y Tesorería General del Estado, para tener derecho a intervenir en la audiencia de venta judicial, la cual tendrá verificativo a las 10:00 diez horas del día 26 veintiséis de enero de 2026 dos mil veintiséis. Mayores informes en la Secretaría de este juzgado. Doy fe. Montemorelos, Nuevo León, a 09 nueve de diciembre de 2025.	[968, 111, 1186, 499]
notice-signature-line: SECRETARIO ADSCRITA AL JUZGADO	[531, 706, 684, 716]
notice-signature-line: NOTARIO PÚBLICO NO. 47	[1258, 1041, 1364, 1051]
notice-signature-line: BAZALDÚA OCAÑAS	[799, 599, 884, 609]
notice-paragraph: Ciudad de Anáhuac, N.L. a 30 de Octubre de 2025	[732, 1505, 917, 1515]
notice-signature-line: COORDINACIÓN DE GESTIÓN JUDICIAL	[762, 1336, 922, 1346]
notice-paragraph: Domicilio ignorado.	[968, 1072, 1038, 1082]
notice-signature-line: C. SECRETARIO ADSCRITO A LA	[307, 597, 438, 608]
column-3	[489, 97, 724, 2526]
notice-paragraph: Juan Eduardo Veliz Ramonez	[29, 1065, 137, 1075]
notice-signature-line: EL CIUDADANO SECRETARIO DEL	[773, 939, 911, 950]
notice-signature-line: DISTRITO JUDICIAL EN EL ESTADO.	[770, 958, 914, 968]
